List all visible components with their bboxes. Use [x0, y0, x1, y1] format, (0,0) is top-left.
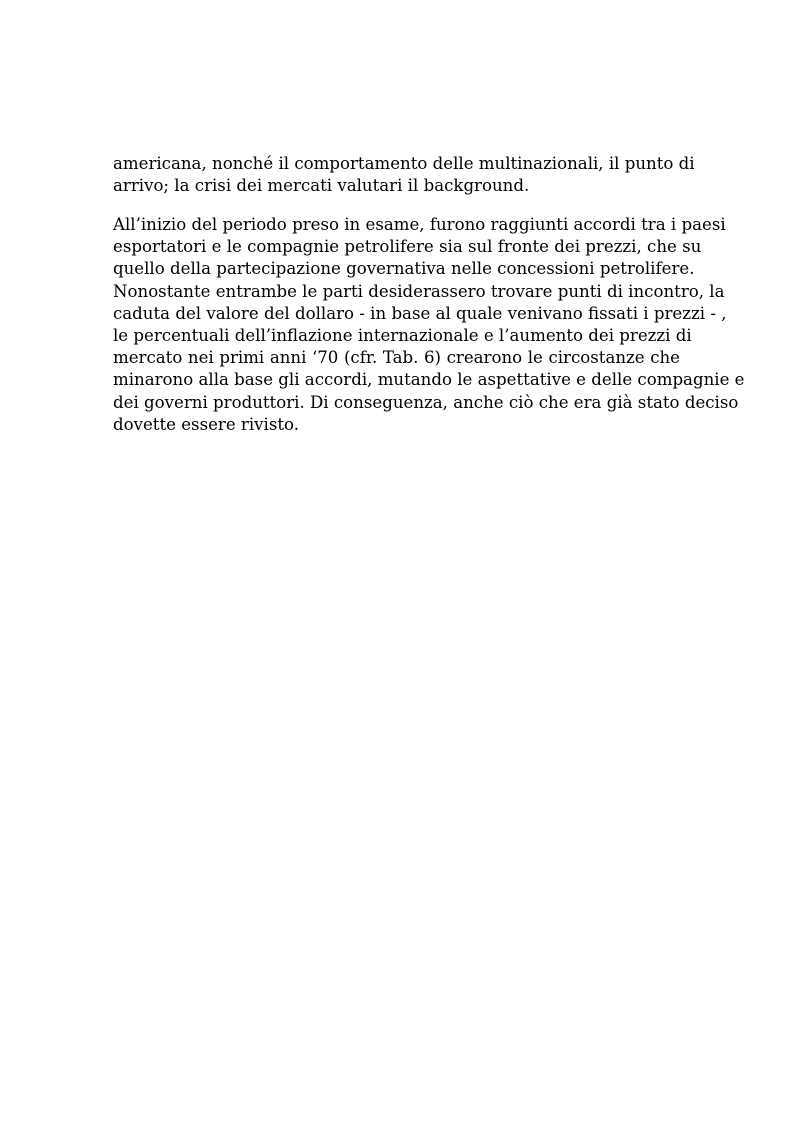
text-line: All’inizio del periodo preso in esame, furono raggiunti accordi tra i paesi [113, 215, 726, 234]
text-line: Nonostante entrambe le parti desiderassero trovare punti di incontro, la [113, 281, 725, 301]
text-line: caduta del valore del dollaro - in base al quale venivano fissati i prezzi - , [113, 303, 727, 323]
text-line: arrivo; la crisi dei mercati valutari il background. [113, 176, 530, 196]
text-line: mercato nei primi anni ‘70 (cfr. Tab. 6) crearono le circostanze che [113, 348, 680, 368]
text-line: quello della partecipazione governativa nelle concessioni petrolifere. [113, 259, 695, 279]
text-line: americana, nonché il comportamento delle multinazionali, il punto di [113, 154, 695, 173]
text-line: esportatori e le compagnie petrolifere sia sul fronte dei prezzi, che su [113, 237, 702, 257]
paragraph [113, 153, 695, 197]
paragraph [113, 214, 745, 436]
text-line: dovette essere rivisto. [113, 414, 300, 434]
text-line: le percentuali dell’inflazione internazionale e l’aumento dei prezzi di [113, 325, 692, 345]
text-line: dei governi produttori. Di conseguenza, anche ciò che era già stato deciso [113, 392, 739, 412]
text-line: minarono alla base gli accordi, mutando le aspettative e delle compagnie e [113, 370, 745, 390]
